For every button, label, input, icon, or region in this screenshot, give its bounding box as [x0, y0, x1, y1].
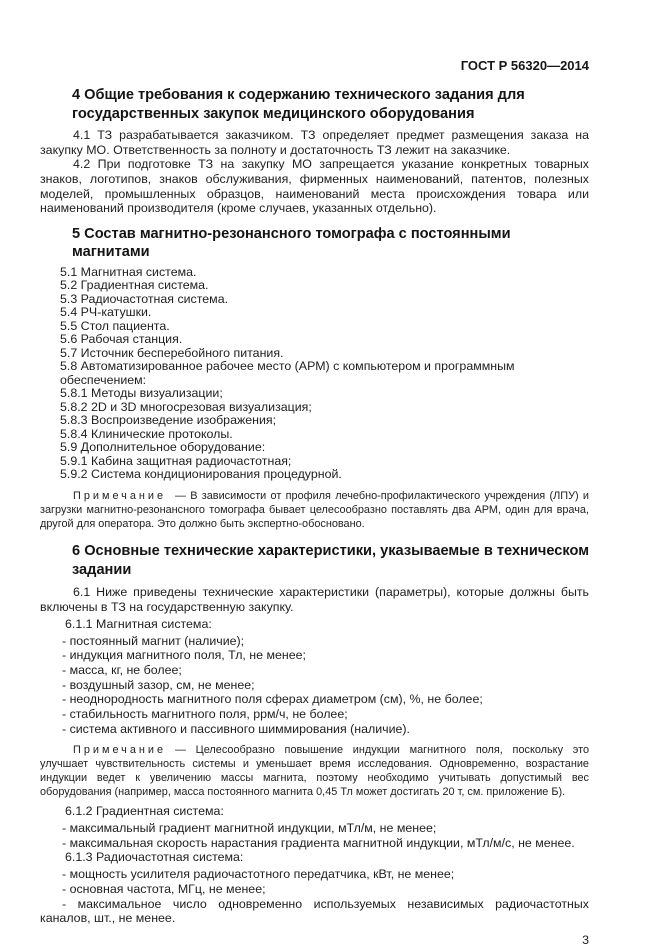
list-item: 5.6 Рабочая станция. [60, 332, 183, 347]
list-item: 5.3 Радиочастотная система. [60, 291, 229, 306]
note-text: — В зависимости от профиля лечебно-профилактического учреждения (ЛПУ) и загрузки магнитно-резонансного томографа бывает целесообразно поставлять два АРМ, один для врача, другой для оператора. Это должно быть экспертно-обосновано. [40, 489, 589, 531]
list-item: 5.8.3 Воспроизведение изображения; [60, 413, 277, 428]
subheading-6-1-3: 6.1.3 Радиочастотная система: [65, 850, 244, 865]
paragraph-6-1: 6.1 Ниже приведены технические характеристики (параметры), которые должны быть включены в ТЗ на государственную закупку. [40, 585, 589, 614]
bullet-item: - основная частота, МГц, не менее; [62, 882, 266, 896]
section-6-heading-line-1: 6 Основные технические характеристики, указываемые в техническом [72, 543, 589, 560]
paragraph-4-1: 4.1 ТЗ разрабатывается заказчиком. ТЗ определяет предмет размещения заказа на закупку МО. Ответственность за полноту и достаточность ТЗ лежит на заказчике. [40, 128, 589, 157]
bullet-item: - система активного и пассивного шиммирования (наличие). [62, 721, 410, 736]
note-label: Примечание [73, 744, 167, 757]
section-4-heading [40, 86, 589, 123]
note-text: — Целесообразно повышение индукции магнитного поля, поскольку это улучшает чувствительность системы и уменьшает время исследования. Одновременно, возрастание индукции ведет к увеличению массы магнита, поэтому необходимо учитывать допустимый вес оборудования (например, масса постоянного магнита 0,45 Тл может достигать 20 т, см. приложение Б). [40, 744, 589, 799]
section-4-heading-line-2: государственных закупок медицинского оборудования [72, 105, 475, 122]
bullet-item: - масса, кг, не более; [62, 663, 182, 677]
bullet-item: - индукция магнитного поля, Тл, не менее; [62, 648, 306, 663]
subheading-6-1-1: 6.1.1 Магнитная система: [65, 616, 212, 631]
list-item: 5.2 Градиентная система. [60, 278, 209, 293]
bullet-item: - стабильность магнитного поля, ррм/ч, не более; [62, 707, 348, 722]
bullet-item: - воздушный зазор, см, не менее; [62, 677, 255, 692]
page-number: 3 [582, 933, 589, 948]
list-item: 5.8.4 Клинические протоколы. [60, 426, 233, 441]
bullet-item: - максимальный градиент магнитной индукции, мТл/м, не менее; [62, 821, 437, 836]
list-item: 5.9.1 Кабина защитная радиочастотная; [60, 453, 292, 468]
bullet-list-6-1-2 [40, 821, 589, 850]
section-5-heading: 5 Состав магнитно-резонансного томографа с постоянными магнитами [72, 225, 511, 261]
list-item: 5.7 Источник бесперебойного питания. [60, 345, 284, 360]
list-item: 5.9.2 Система кондиционирования процедурной. [60, 467, 342, 482]
list-item: 5.8 Автоматизированное рабочее место (АРМ) с компьютером и программным обеспечением: [60, 359, 515, 387]
section-4-heading-line-1: 4 Общие требования к содержанию технического задания для [72, 87, 525, 103]
section-5-item-list [40, 266, 589, 482]
bullet-item: - постоянный магнит (наличие); [62, 633, 245, 648]
bullet-list-6-1-1 [40, 634, 589, 736]
bullet-item: - максимальное число одновременно используемых независимых радиочастотных каналов, шт., не менее. [40, 896, 589, 925]
doc-code-header: ГОСТ Р 56320—2014 [460, 58, 589, 73]
note-after-6-1-1 [40, 743, 589, 799]
list-item: 5.5 Стол пациента. [60, 318, 170, 333]
note-label: Примечание [73, 489, 167, 502]
section-6-heading-line-2: задании [72, 561, 132, 578]
list-item: 5.9 Дополнительное оборудование: [60, 440, 266, 455]
bullet-item: - неоднородность магнитного поля сферах диаметром (см), %, не более; [62, 692, 483, 707]
bullet-item: - мощность усилителя радиочастотного передатчика, кВт, не менее; [62, 867, 455, 882]
list-item: 5.8.1 Методы визуализации; [60, 386, 223, 401]
bullet-item: - максимальная скорость нарастания градиента магнитной индукции, мТл/м/с, не менее. [62, 836, 575, 851]
list-item: 5.4 РЧ-катушки. [60, 305, 152, 320]
section-6-heading [40, 542, 589, 579]
list-item: 5.1 Магнитная система. [60, 264, 197, 279]
list-item: 5.8.2 2D и 3D многосрезовая визуализация; [60, 399, 312, 414]
bullet-list-6-1-3 [40, 867, 589, 925]
paragraph-4-2: 4.2 При подготовке ТЗ на закупку МО запрещается указание конкретных товарных знаков, логотипов, знаков обслуживания, фирменных наименований, патентов, полезных моделей, промышленных образцов, наименований места происхождения товара или наименований производителя (кроме случаев, указанных отдельно). [40, 157, 589, 216]
note-after-section-5 [40, 489, 589, 531]
subheading-6-1-2: 6.1.2 Градиентная система: [65, 804, 224, 819]
